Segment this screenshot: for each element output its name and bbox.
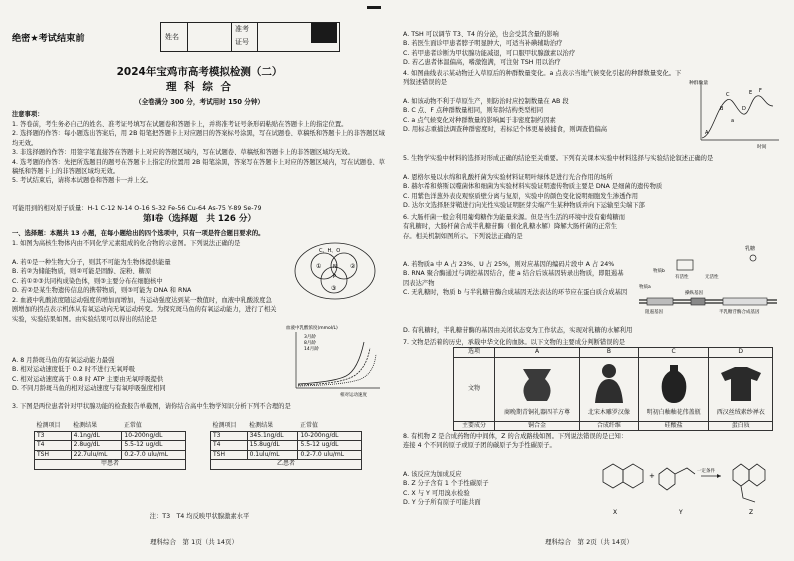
venn-outer-label: P bbox=[333, 274, 337, 280]
venn-region-1: ① bbox=[316, 263, 322, 270]
cell: 4.1ng/dL bbox=[71, 431, 122, 441]
svg-text:+: + bbox=[649, 472, 655, 480]
cell: 0.2-7.0 ulu/mL bbox=[122, 450, 186, 460]
q5-stem: 5. 生物学实验中材料的选择对形成正确的结论至关重要。下列有关课本实验中材料选择与实验结论叙述正确的是 bbox=[403, 155, 714, 162]
q6-gene-regulation-diagram bbox=[633, 242, 783, 324]
col-header: 检测项目 bbox=[211, 422, 248, 431]
name-label: 姓名 bbox=[165, 33, 179, 41]
artifact-composition: 蛋白质 bbox=[709, 421, 773, 431]
point-label: F bbox=[759, 88, 762, 94]
cell: 5.5-12 ug/dL bbox=[122, 441, 186, 451]
notes-title: 注意事项： bbox=[12, 111, 44, 118]
cell: T4 bbox=[211, 441, 248, 451]
diagram-label: 半乳糖苷酶合成基因 bbox=[719, 310, 760, 315]
table-row bbox=[211, 431, 362, 441]
option: B. Z 分子含有 1 个手性碳原子 bbox=[403, 480, 489, 488]
venn-region-2: ② bbox=[350, 263, 356, 270]
artifact-name: 明初白釉釉花伟盖瓶 bbox=[646, 408, 701, 416]
population-curve bbox=[702, 96, 773, 138]
cell: 10-200ng/dL bbox=[122, 431, 186, 441]
q1-options bbox=[12, 258, 277, 296]
option: D. 若乙患者体温偏高，嗜激饱满，可注射 TSH 用以治疗 bbox=[403, 59, 561, 67]
candidate-info-box bbox=[160, 22, 340, 52]
col-header: 检测结果 bbox=[71, 422, 122, 431]
note-item: 5. 考试结束后，请将本试题卷和答题卡一并上交。 bbox=[12, 177, 153, 185]
q6-options bbox=[403, 260, 629, 298]
cell: TSH bbox=[35, 450, 72, 460]
option: C. a 点气候变化对种群数量的影响属于非密度制约因素 bbox=[403, 116, 556, 124]
table-row bbox=[35, 441, 186, 451]
option: C. 若甲患者诊断为甲状腺功能减退，可口服甲状腺激素以治疗 bbox=[403, 49, 576, 57]
wooden-statue-image bbox=[587, 361, 631, 405]
point-label: E bbox=[749, 90, 753, 96]
q7-artifact-table bbox=[453, 347, 773, 431]
option: D. 用标志重捕法调查种群密度时，若标记个体更易被捕食，则调查值偏高 bbox=[403, 126, 608, 134]
note-item: 4. 选考题的作答：先把所选题目的题号在答题卡上指定的位置用 2B 铅笔涂黑，答案写在答题卡上对应的答题区域内，写在试题卷、草稿纸和答题卡上的非答题区域均无效。 bbox=[12, 158, 385, 176]
cell: TSH bbox=[211, 450, 248, 460]
note-item: 1. 答卷前，考生务必自己的姓名、准考证号填写在试题卷和答题卡上，并将准考证号条形码粘贴在答题卡上的指定位置。 bbox=[12, 121, 348, 128]
q6-stem: 6. 大肠杆菌一般会利用葡萄糖作为能量来源。但是当生活的环境中没有葡萄糖而有乳糖时，大肠杆菌合成半乳糖苷酶（催化乳糖水解）降解大肠杆菌的正常生存。相关机制如图所示。下列说法正确的是 bbox=[403, 214, 626, 240]
molecule-label: Z bbox=[749, 509, 754, 516]
q3-table-patient-b bbox=[210, 422, 362, 470]
diagram-label: 无活性 bbox=[705, 275, 719, 280]
option: A. 若物质a 中 A 占 23%、U 占 25%，则对应基因的编码片段中 A 占 24% bbox=[403, 261, 615, 268]
note-item: 2. 选择题的作答：每小题选出答案后，用 2B 铅笔把答题卡上对应题目的答案标号涂黑，写在试题卷、草稿纸和答题卡上的非答题区域均无效。 bbox=[12, 130, 385, 147]
legend-entry: 3月龄 bbox=[304, 335, 316, 340]
option: B. 相对运动速度低于 0.2 时不进行无氧呼吸 bbox=[12, 366, 136, 374]
q8-options bbox=[403, 470, 594, 508]
point-label: C bbox=[726, 92, 730, 98]
section1-title: 一、选择题：本题共 13 小题，在每小题给出的四个选项中，只有一项是符合题目要求的。 bbox=[12, 230, 265, 237]
row-header: 文物 bbox=[454, 357, 495, 421]
subject-title: 理 科 综 合 bbox=[166, 81, 233, 93]
option: C. 若①②③共同构成染色体，则③主要分布在细胞核中 bbox=[12, 277, 163, 285]
diagram-label: 乳糖 bbox=[745, 246, 756, 252]
option: C. 用紫色洋葱外表皮观察质壁分离与复原，实验中的颜色变化说明细胞发生渗透作用 bbox=[403, 192, 639, 200]
artifact-name: 西汉丝绒素纱禅衣 bbox=[716, 408, 765, 416]
artifact-composition: 合成纤维 bbox=[580, 421, 639, 431]
col-header: B bbox=[580, 348, 639, 358]
diagram-label: 阻遏基因 bbox=[645, 310, 663, 315]
exam-title: 2024年宝鸡市高考模拟检测（二） bbox=[116, 66, 283, 78]
option: A. 若①是一种生物大分子，则其不可能为生物体提供能量 bbox=[12, 259, 171, 266]
cell: T4 bbox=[35, 441, 72, 451]
col-header: 正常值 bbox=[298, 422, 362, 431]
chart-ylabel: 种群数量 bbox=[689, 81, 709, 86]
q2-options bbox=[12, 356, 277, 394]
q2-lactate-chart bbox=[284, 322, 384, 398]
option: A. 恩格尔曼以水绵和乳酸杆菌为实验材料证明叶绿体是进行光合作用的场所 bbox=[403, 174, 613, 181]
point-marker: a bbox=[731, 118, 735, 124]
chart-xlabel: 相对运动速度 bbox=[340, 393, 367, 398]
artifact-composition: 铜合金 bbox=[495, 421, 580, 431]
part1-title: 第Ⅰ卷（选择题 共 126 分） bbox=[142, 214, 257, 224]
note-item: 3. 非选择题的作答：用签字笔直接答在答题卡上对应的答题区域内，写在试题卷、草稿纸和答题卡上的非答题区域均无效。 bbox=[12, 149, 354, 157]
silk-robe-image bbox=[719, 361, 763, 405]
molecule-label: Y bbox=[679, 509, 683, 516]
option: C. 相对运动速度高于 0.8 时 ATP 主要由无氧呼吸提供 bbox=[12, 375, 164, 383]
venn-outer-label: C、H、O bbox=[319, 248, 341, 254]
option: B. 若②为储能物质，则②可能是固醇、淀粉、糖原 bbox=[12, 268, 152, 276]
q6-option-d: D. 有乳糖时，半乳糖苷酶的基因由关闭状态变为工作状态，实现对乳糖的水解利用 bbox=[403, 327, 633, 334]
table-caption: 甲患者 bbox=[35, 460, 186, 470]
cell: T3 bbox=[211, 431, 248, 441]
q3-continued-options bbox=[403, 30, 782, 68]
row-header: 主要成分 bbox=[454, 421, 495, 431]
option: C. X 与 Y 可用溴水检验 bbox=[403, 489, 470, 497]
score-note: （全卷满分 300 分，考试用时 150 分钟） bbox=[134, 98, 265, 106]
option: B. 赫尔希和蔡斯以噬菌体和细菌为实验材料实验证明遗传物质主要是 DNA 是细菌的遗传物质 bbox=[403, 183, 663, 191]
option: B. C 点、F 点种群数量相同，则年龄结构类型相同 bbox=[403, 107, 543, 115]
cell: 0.2-7.0 ulu/mL bbox=[298, 450, 362, 460]
cell: 5.5-12 ug/dL bbox=[298, 441, 362, 451]
q1-venn-diagram bbox=[290, 240, 380, 302]
q3-table-patient-a bbox=[34, 422, 186, 470]
cell: T3 bbox=[35, 431, 72, 441]
q7-stem: 7. 文物是活着的历史，承载中华文化的血脉。以下文物的主要成分判断错误的是 bbox=[403, 339, 626, 346]
chart-xlabel: 时间 bbox=[757, 145, 767, 150]
option: A. 8 月龄斑马鱼的有氧运动能力最强 bbox=[12, 357, 115, 364]
table-row bbox=[35, 431, 186, 441]
point-label: A bbox=[705, 130, 709, 136]
artifact-name: 北宋木雕罗汉像 bbox=[587, 408, 630, 416]
col-header: 正常值 bbox=[122, 422, 186, 431]
option: D. Y 分子所有原子可能共面 bbox=[403, 499, 481, 507]
col-header: 选项 bbox=[454, 348, 495, 358]
q8-stem: 8. 有机物 Z 是合成药物的中间体，Z 的合成路线如图。下列说法错误的是已知：连接 4 个不同的原子或原子团的碳原子为手性碳原子。 bbox=[403, 433, 628, 450]
legend-entry: 14月龄 bbox=[304, 347, 319, 352]
legend-entry: 8月龄 bbox=[304, 341, 316, 346]
col-header: 检测结果 bbox=[247, 422, 298, 431]
option: A. TSH 可以调节 T3、T4 的分泌，也会受其含量的影响 bbox=[403, 31, 559, 38]
point-label: B bbox=[720, 106, 724, 112]
page-footer-left: 理科综合 第 1页（共 14页） bbox=[150, 538, 239, 546]
option: B. 若医生面诊甲患者脖子明显肿大，可适当补碘辅助治疗 bbox=[403, 40, 563, 48]
option: B. RNA 聚合酶通过与调控基因结合，使 a 结合后该基因转录出物质，即阻遏基因表达产物 bbox=[403, 270, 624, 287]
molecule-label: X bbox=[613, 509, 618, 516]
col-header: D bbox=[709, 348, 773, 358]
bronze-vessel-image bbox=[515, 361, 559, 405]
chart-ylabel: 血液中乳酸浓度(mmol/L) bbox=[286, 326, 338, 331]
artifact-name: 商晚期青铜礼器四羊方尊 bbox=[504, 408, 571, 416]
q3-note: 注：T3 T4 均反映甲状腺激素水平 bbox=[149, 513, 250, 520]
exam-label: 准考 bbox=[235, 25, 249, 33]
cell: 2.8ug/dL bbox=[71, 441, 122, 451]
diagram-label: 物质a bbox=[639, 285, 651, 290]
q8-reaction-scheme bbox=[583, 440, 783, 524]
notes-list bbox=[12, 120, 387, 186]
option: D. 若②是某生物遗传信息的携带物质，则③可能为 DNA 和 RNA bbox=[12, 287, 192, 295]
q4-stem: 4. 如图曲线表示某动物迁入草原后的种群数量变化。a 点表示当地气候变化引起的种群数量变化。下列叙述错误的是 bbox=[403, 70, 682, 87]
col-header: 检测项目 bbox=[35, 422, 72, 431]
cell: 22.7ulu/mL bbox=[71, 450, 122, 460]
atomic-masses: 可能用到的相对原子质量：H-1 C-12 N-14 O-16 S-32 Fe-56 Cu-64 As-75 Y-89 Se-79 bbox=[12, 205, 262, 212]
col-header: A bbox=[495, 348, 580, 358]
cell: 10-200ng/dL bbox=[298, 431, 362, 441]
q3-stem: 3. 下图是两位患者针对甲状腺功能的检查报告单截图，请你结合高中生物学知识分析下列不合理的是 bbox=[12, 403, 291, 410]
q2-stem: 2. 血液中乳酸浓度随运动强度的增加而增加，当运动强度达到某一数值时，血液中乳酸浓度急剧增加的拐点表示机体从有氧运动向无氧运动转变。为探究斑马鱼的有氧运动能力，进行了相关实验，实验结果如图。由实验结果可以得出的结论是 bbox=[12, 297, 277, 323]
diagram-label: 物质b bbox=[653, 269, 665, 274]
q4-options bbox=[403, 97, 684, 135]
page-footer-right: 理科综合 第 2页（共 14页） bbox=[545, 538, 634, 546]
table-row bbox=[211, 441, 362, 451]
confidential-label: 绝密★考试结束前 bbox=[12, 33, 85, 44]
q1-stem: 1. 如图为高核生物体内由不同化学元素组成的化合物的示意图。下列说法正确的是 bbox=[12, 240, 241, 247]
cell: 345.1ng/dL bbox=[247, 431, 298, 441]
option: A. 如该动物不利于草原生产，则防治时应控制数量在 AB 段 bbox=[403, 98, 569, 105]
point-label: D bbox=[742, 106, 746, 112]
table-caption: 乙患者 bbox=[211, 460, 362, 470]
option: C. 无乳糖时，物质 b 与半乳糖苷酶合成基因无法表达的环节应在蛋白质合成基因 bbox=[403, 289, 628, 297]
venn-outer-label: N bbox=[333, 264, 337, 270]
table-row bbox=[211, 450, 362, 460]
option: D. 达尔文选择胚芽鞘进行向光性实验证明胚芽尖端产生某种物质并向下运输至尖端下部 bbox=[403, 202, 645, 210]
q4-population-chart bbox=[687, 76, 783, 150]
diagram-label: 操纵基因 bbox=[685, 291, 703, 296]
table-row bbox=[35, 450, 186, 460]
option: A. 该反应为加成反应 bbox=[403, 471, 462, 478]
option: D. 不同月龄斑马鱼的相对运动速度与有氧呼吸强度相同 bbox=[12, 385, 166, 393]
reaction-condition: 一定条件 bbox=[697, 469, 715, 474]
artifact-composition: 硅酸盐 bbox=[638, 421, 709, 431]
series-line bbox=[298, 354, 376, 386]
id-label: 证号 bbox=[235, 38, 249, 46]
cell: 0.1ulu/mL bbox=[247, 450, 298, 460]
cell: 15.8ug/dL bbox=[247, 441, 298, 451]
porcelain-vase-image bbox=[652, 361, 696, 405]
diagram-label: 有活性 bbox=[675, 275, 689, 280]
right-page bbox=[397, 0, 794, 561]
q5-options bbox=[403, 173, 782, 211]
col-header: C bbox=[638, 348, 709, 358]
venn-region-3: ③ bbox=[331, 285, 337, 292]
